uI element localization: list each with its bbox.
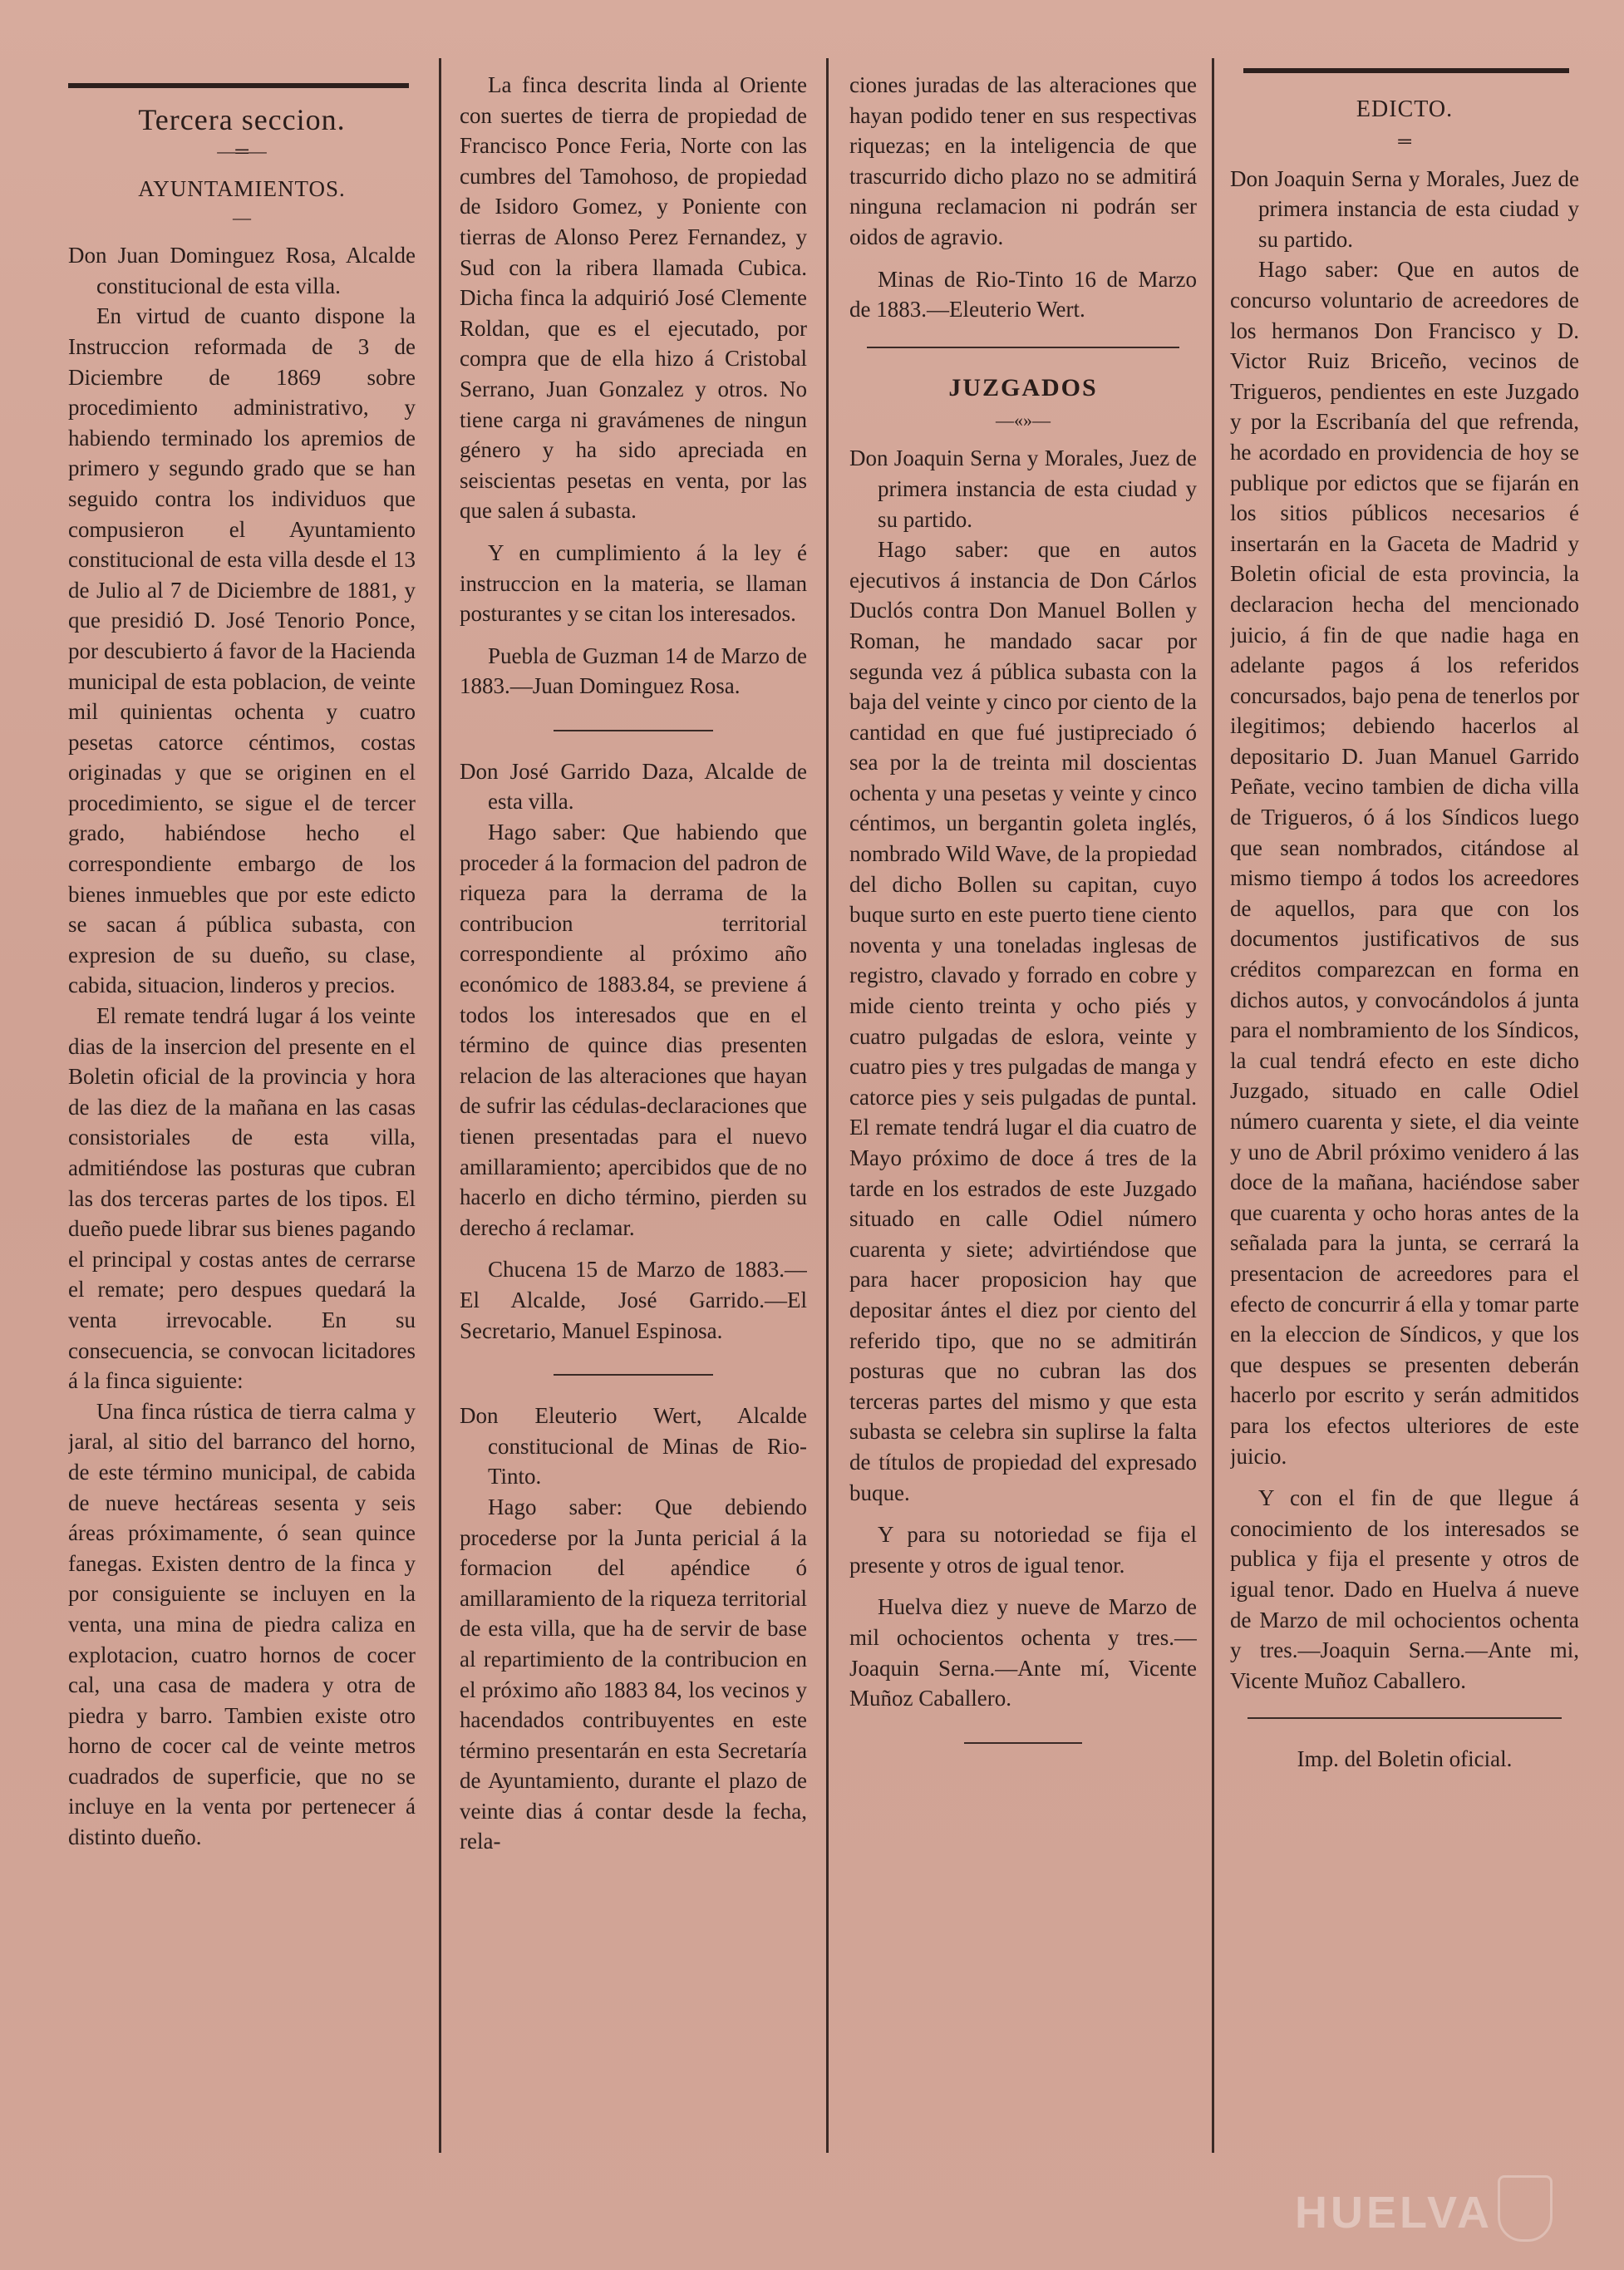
- column-4: [1230, 58, 1579, 2219]
- section-title-tercera: Tercera seccion.: [138, 103, 346, 136]
- notice-heading: Don Joaquin Serna y Morales, Juez de primera instancia de esta ciudad y su partido.: [849, 446, 1197, 532]
- ornament-divider: ═: [1398, 130, 1411, 151]
- column-1: [68, 58, 416, 2219]
- watermark-text: HUELVA: [1295, 2188, 1493, 2238]
- paragraph: En virtud de cuanto dispone la Instruccion reformada de 3 de Diciembre de 1869 sobre procedimiento administrativo, y habiendo terminado los apremios de primero y segundo grado que se han seguido contra los individuos que compusieron el Ayuntamiento constitucional de esta villa desde el 13 de Julio al 7 de Diciembre de 1881, y que presidió D. José Tenorio Ponce, por descubierto á favor de la Hacienda municipal de esta poblacion, de veinte mil quinientas ochenta y cuatro pesetas catorce céntimos, costas originadas y que se originen en el procedimiento, se sigue el de tercer grado, habiéndose hecho el correspondiente embargo de los bienes inmuebles que por este edicto se sacan á pública subasta, con expresion de su dueño, su clase, cabida, situacion, linderos y precios.: [68, 303, 416, 998]
- notice-heading: Don Joaquin Serna y Morales, Juez de primera instancia de esta ciudad y su partido.: [1230, 165, 1579, 252]
- divider: [867, 347, 1179, 348]
- divider: [1248, 1717, 1562, 1719]
- paragraph: Y para su notoriedad se fija el presente y otros de igual tenor.: [849, 1522, 1197, 1578]
- divider: [554, 1374, 713, 1376]
- section-title-edicto: EDICTO.: [1356, 96, 1454, 122]
- notice-heading: Don Eleuterio Wert, Alcalde constitucional de Minas de Rio-Tinto.: [460, 1403, 807, 1490]
- column-2: [460, 58, 807, 2219]
- section-title-juzgados: JUZGADOS: [948, 373, 1098, 401]
- ornament-divider: —«»—: [996, 410, 1051, 431]
- imprint-line: Imp. del Boletin oficial.: [1297, 1746, 1513, 1772]
- paragraph: ciones juradas de las alteraciones que hayan podido tener en sus respectivas riquezas; en la inteligencia de que trascurrido dicho plazo no se admitirá ninguna reclamacion ni podrán ser oidos de agravio.: [849, 72, 1197, 249]
- paragraph: Y con el fin de que llegue á conocimiento de los interesados se publica y fija el presente y otros de igual tenor. Dado en Huelva á nueve de Marzo de mil ochocientos ochenta y tres.—Joaquin Serna.—Ante mi, Vicente Muñoz Caballero.: [1230, 1485, 1579, 1693]
- signature-line: Puebla de Guzman 14 de Marzo de 1883.—Juan Dominguez Rosa.: [460, 643, 807, 699]
- library-watermark: [1295, 2170, 1553, 2242]
- column-rule-2: [826, 58, 829, 2153]
- paragraph: Una finca rústica de tierra calma y jaral, al sitio del barranco del horno, de este término municipal, de cabida de nueve hectáreas sesenta y seis áreas próximamente, ó sean quince fanegas. Existen dentro de la finca y por consiguiente se incluyen en la venta, una mina de piedra caliza en explotacion, cuatro hornos de cocer cal, una casa de madera y otra de piedra y barro. Tambien existe otro horno de cocer cal de veinte metros cuadrados de superficie, que no se incluye en la venta por pertenecer á distinto dueño.: [68, 1398, 416, 1850]
- paragraph: Hago saber: Que habiendo que proceder á la formacion del padron de riqueza para la derrama de la contribucion territorial correspondiente al próximo año económico de 1883.84, se previene á todos los interesados que en el término de quince dias presenten relacion de las alteraciones que hayan de sufrir las cédulas-declaraciones que tienen presentadas para el nuevo amillaramiento; apercibidos que de no hacerlo en dicho término, pierden su derecho á reclamar.: [460, 820, 807, 1240]
- notice-heading: Don José Garrido Daza, Alcalde de esta villa.: [460, 758, 807, 815]
- paragraph: Hago saber: Que debiendo procederse por la Junta pericial á la formacion del apéndice ó amillaramiento de la riqueza territorial de esta villa, que ha de servir de base al repartimiento de la contribucion en el próximo año 1883 84, los vecinos y hacendados contribuyentes en este término presentarán en esta Secretaría de Ayuntamiento, durante el plazo de veinte dias á contar desde la fecha, rela-: [460, 1494, 807, 1854]
- divider: [554, 730, 713, 731]
- column-3: [849, 58, 1197, 2219]
- notice-heading: Don Juan Dominguez Rosa, Alcalde constitucional de esta villa.: [68, 243, 416, 298]
- shield-icon: [1498, 2175, 1553, 2242]
- subsection-title-ayuntamientos: AYUNTAMIENTOS.: [138, 175, 346, 201]
- signature-line: Minas de Rio-Tinto 16 de Marzo de 1883.—Eleuterio Wert.: [849, 266, 1197, 323]
- paragraph: La finca descrita linda al Oriente con suertes de tierra de propiedad de Francisco Ponce Feria, Norte con las cumbres del Tamohoso, de propiedad de Isidoro Gomez, y Poniente con tierras de Alonso Perez Fernandez, y Sud con la ribera llamada Cubica. Dicha finca la adquirió José Clemente Roldan, que es el ejecutado, por compra que de ella hizo á Cristobal Serrano, Juan Gonzalez y otros. No tiene carga ni gravámenes de ningun género y ha sido apreciada en seiscientas pesetas en venta, por las que salen á subasta.: [460, 72, 807, 524]
- signature-line: Chucena 15 de Marzo de 1883.—El Alcalde, José Garrido.—El Secretario, Manuel Espinosa.: [460, 1257, 807, 1343]
- paragraph: Y en cumplimiento á la ley é instruccion en la materia, se llaman posturantes y se citan los interesados.: [460, 539, 807, 627]
- ornament-divider: —: [233, 207, 251, 229]
- paragraph: El remate tendrá lugar á los veinte dias de la insercion del presente en el Boletin oficial de la provincia y hora de las diez de la mañana en las casas consistoriales de esta villa, admitiéndose las posturas que cubran las dos terceras partes de los tipos. El dueño puede librar sus bienes pagando el principal y costas antes de cerrarse el remate; pero despues quedará la venta irrevocable. En su consecuencia, se convocan licitadores á la finca siguiente:: [68, 1003, 416, 1394]
- column-rule-3: [1212, 58, 1214, 2153]
- signature-line: Huelva diez y nueve de Marzo de mil ochocientos ochenta y tres.—Joaquin Serna.—Ante mí, Vicente Muñoz Caballero.: [849, 1594, 1197, 1711]
- divider: [964, 1742, 1082, 1744]
- column-rule-1: [439, 58, 441, 2153]
- paragraph: Hago saber: Que en autos de concurso voluntario de acreedores de los hermanos Don Francisco y D. Victor Ruiz Briceño, vecinos de Trigueros, pendientes en este Juzgado y por la Escribanía del que refrenda, he acordado en providencia de hoy se publique por edictos que se fijarán en los sitios públicos necesarios é insertarán en la Gaceta de Madrid y Boletin oficial de esta provincia, la declaracion hecha del mencionado juicio, á fin de que nadie haga en adelante pagos á los referidos concursados, bajo pena de tenerlos por ilegitimos; debiendo hacerlos al depositario D. Juan Manuel Garrido Peñate, vecino tambien de dicha villa de Trigueros, ó á los Síndicos luego que sean nombrados, citándose al mismo tiempo á todos los acreedores de aquellos, para que con los documentos justificativos de sus créditos comparezcan en forma en dichos autos, y convocándolos á junta para el nombramiento de los Síndicos, la cual tendrá efecto en este dicho Juzgado, situado en calle Odiel número cuarenta y siete, el dia veinte y uno de Abril próximo venidero á las doce de la mañana, haciéndose saber que cuarenta y ocho horas antes de la señalada para la junta, se cerrará la presentacion de acreedores para el efecto de concurrir á ella y tomar parte en la eleccion de Síndicos, y que los que despues se presenten deberán hacerlo por escrito y serán admitidos para los efectos ulteriores de este juicio.: [1230, 257, 1579, 1469]
- ornament-divider: —═—: [217, 140, 267, 161]
- paragraph: Hago saber: que en autos ejecutivos á instancia de Don Cárlos Duclós contra Don Manuel Bollen y Roman, he mandado sacar por segunda vez á pública subasta con la baja del veinte y cinco por ciento de la cantidad en que fué justipreciado ó sea por la de treinta mil doscientas ochenta y una pesetas y veinte y cinco céntimos, un bergantin goleta inglés, nombrado Wild Wave, de la propiedad del dicho Bollen su capitan, cuyo buque surto en este puerto tiene ciento noventa y una toneladas inglesas de registro, clavado y forrado en cobre y mide ciento treinta y ocho piés y cuatro pulgadas de eslora, veinte y cuatro pies y tres pulgadas de manga y catorce pies y seis pulgadas de puntal. El remate tendrá lugar el dia cuatro de Mayo próximo de doce á tres de la tarde en los estrados de este Juzgado situado en calle Odiel número cuarenta y siete; advirtiéndose que para hacer proposicion hay que depositar ántes el diez por ciento del referido tipo, que no se admitirán posturas que no cubran las dos terceras partes del mismo y que esta subasta se celebra sin suplirse la falta de títulos de propiedad del expresado buque.: [849, 537, 1197, 1505]
